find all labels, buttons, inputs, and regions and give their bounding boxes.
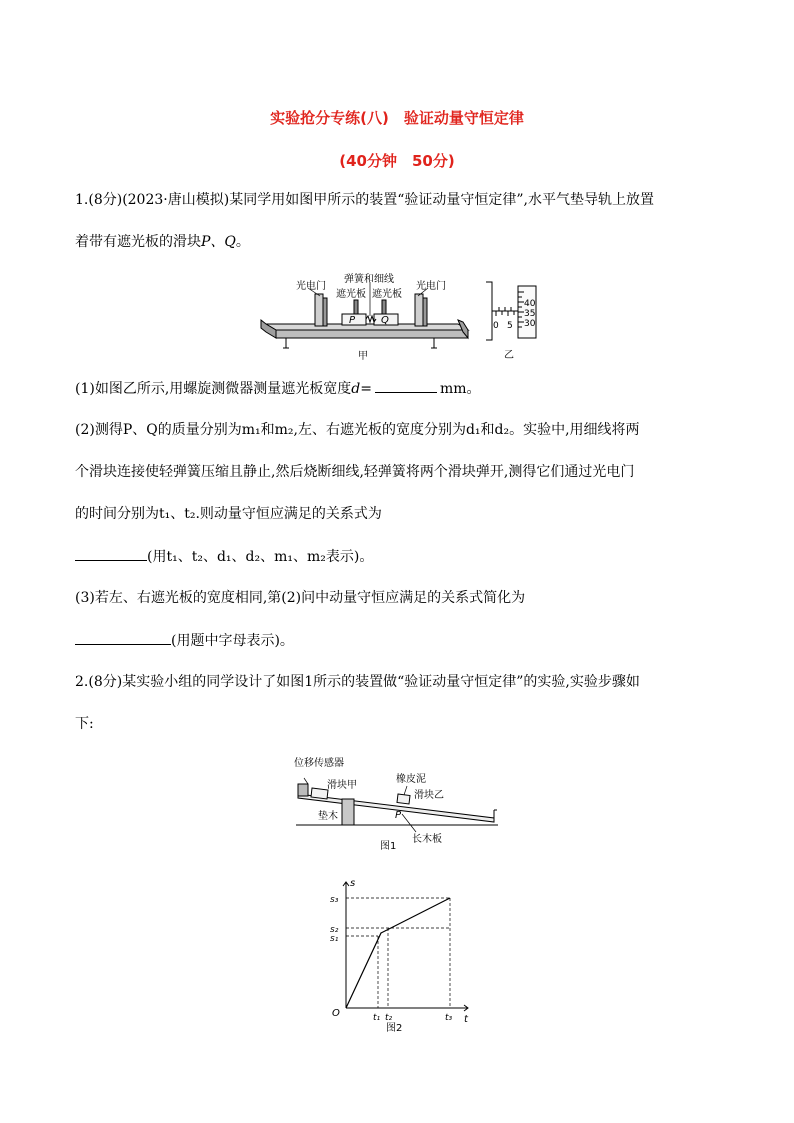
q1-part1-eq: =	[360, 381, 372, 397]
label-board: 长木板	[412, 834, 442, 845]
label-shield-left: 遮光板	[336, 289, 366, 300]
figure-yi-caption: 乙	[504, 350, 514, 361]
label-slider-b: 滑块乙	[414, 790, 444, 801]
q1-stem-line1: 1.(8分)(2023·唐山模拟)某同学用如图甲所示的装置“验证动量守恒定律”,水平气垫导轨上放置	[75, 192, 654, 208]
q1-part1-unit: mm。	[439, 381, 481, 397]
figure-jia-air-track	[258, 272, 473, 364]
origin-label: O	[332, 1008, 340, 1019]
label-block: 垫木	[318, 811, 338, 822]
axis-label-t: t	[464, 1014, 468, 1025]
q1-stem-text: 着带有遮光板的滑块	[75, 234, 201, 250]
x-tick-t3: t₃	[445, 1013, 453, 1023]
q2-stem-line2: 下:	[75, 716, 94, 732]
q2-stem-line1: 2.(8分)某实验小组的同学设计了如图1所示的装置做“验证动量守恒定律”的实验,实验步骤如	[75, 674, 640, 690]
label-shield-right: 遮光板	[372, 289, 402, 300]
page-subtitle: (40分钟 50分)	[339, 152, 455, 170]
y-tick-s2: s₂	[330, 925, 339, 935]
q1-part2-line1: (2)测得P、Q的质量分别为m₁和m₂,左、右遮光板的宽度分别为d₁和d₂。实验中,用细线将两	[75, 422, 640, 438]
q1-part3-line2-text: (用题中字母表示)。	[171, 633, 294, 649]
micrometer-tick-35: 35	[524, 309, 536, 319]
q1-stem-vars: P、Q	[201, 234, 236, 250]
figure-1-incline	[294, 752, 500, 852]
q1-part2-line2: 个滑块连接使轻弹簧压缩且静止,然后烧断细线,轻弹簧将两个滑块弹开,测得它们通过光电门	[75, 464, 635, 480]
answer-blank-1[interactable]	[375, 378, 437, 393]
q1-part1	[75, 378, 719, 399]
answer-blank-2[interactable]	[75, 546, 147, 561]
page-title: 实验抢分专练(八) 验证动量守恒定律	[270, 109, 524, 127]
q1-part3-line1: (3)若左、右遮光板的宽度相同,第(2)问中动量守恒应满足的关系式简化为	[75, 590, 526, 606]
label-clay: 橡皮泥	[396, 774, 426, 785]
x-tick-t1: t₁	[373, 1013, 381, 1023]
q1-part2-line4-text: (用t₁、t₂、d₁、d₂、m₁、m₂表示)。	[147, 549, 374, 565]
micrometer-tick-30: 30	[524, 319, 536, 329]
q1-part2-line3: 的时间分别为t₁、t₂.则动量守恒应满足的关系式为	[75, 506, 382, 522]
y-tick-s3: s₃	[330, 895, 339, 905]
q1-part1-text: (1)如图乙所示,用螺旋测微器测量遮光板宽度	[75, 381, 352, 397]
label-q: Q	[381, 315, 389, 326]
q1-stem-end: 。	[235, 234, 250, 250]
label-gate-left: 光电门	[296, 281, 326, 292]
label-slider-a: 滑块甲	[327, 780, 357, 791]
figure-1-caption: 图1	[380, 841, 397, 852]
label-p-point: P	[395, 810, 402, 821]
micrometer-main-5: 5	[507, 321, 513, 331]
figure-2-caption: 图2	[386, 1023, 403, 1034]
label-sensor: 位移传感器	[294, 758, 344, 769]
micrometer-tick-40: 40	[524, 299, 536, 309]
q1-stem-line2	[75, 232, 719, 252]
figure-jia-caption: 甲	[358, 351, 368, 362]
q1-part1-var: d	[351, 381, 361, 397]
q1-part3-line2	[75, 630, 719, 651]
answer-blank-3[interactable]	[75, 630, 171, 645]
q1-part2-line4	[75, 546, 719, 567]
label-p: P	[349, 315, 356, 326]
micrometer-main-0: 0	[493, 321, 499, 331]
label-gate-right: 光电门	[416, 281, 446, 292]
y-tick-s1: s₁	[330, 934, 339, 944]
label-spring: 弹簧和细线	[344, 274, 394, 285]
axis-label-s: s	[350, 878, 356, 889]
figure-yi-micrometer	[482, 278, 544, 362]
figure-2-st-graph	[322, 874, 474, 1034]
x-tick-t2: t₂	[385, 1013, 393, 1023]
